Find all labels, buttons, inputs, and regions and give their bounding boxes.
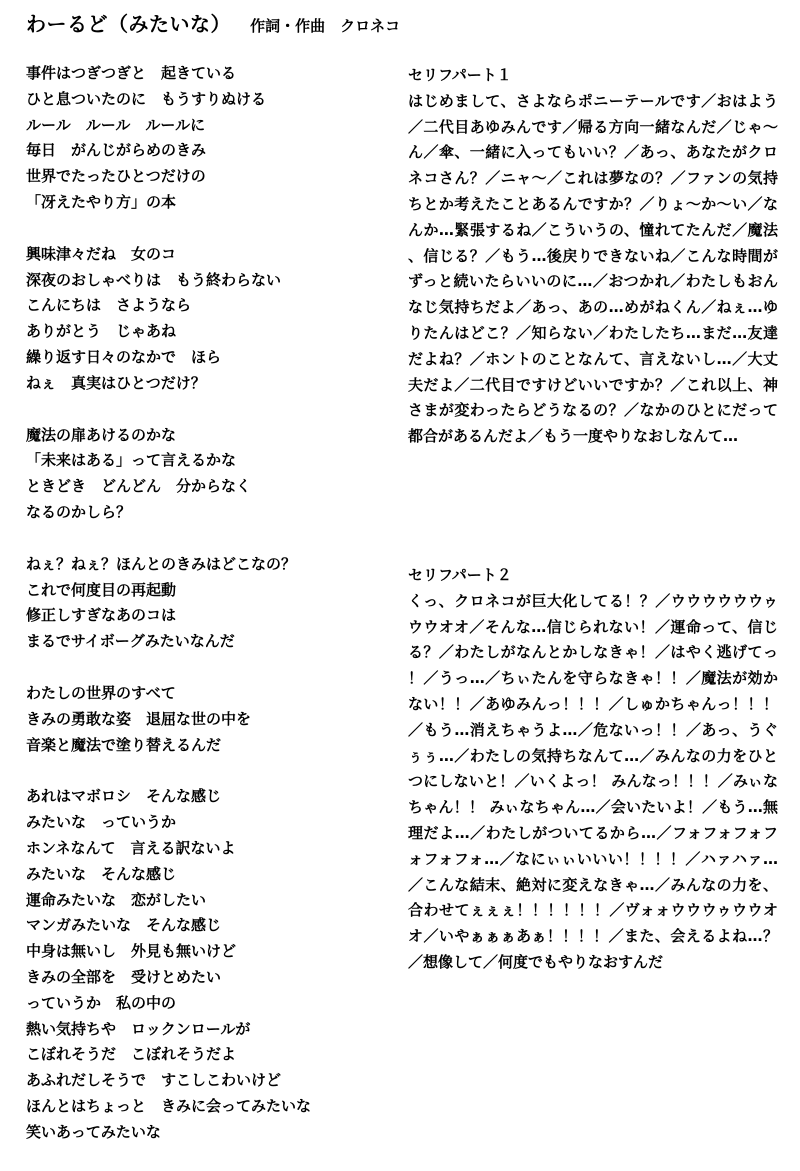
dialogue-part-2-text: くっ、クロネコが巨大化してる！？／ウウウウウウゥウウオオ／そんな…信じられない！／運命って、信じる？／わたしがなんとかしなきゃ！／はやく逃げてっ！／うっ…／ちぃたんを守らなきゃ！！／魔法が効かない！！／あゆみんっ！！！／しゅかちゃんっ！！！／もう…消えちゃうよ…／危ないっ！！／あっ、うぐぅぅ…／わたしの気持ちなんて…／みんなの力をひとつにしないと！／いくよっ！ みんなっ！！！／みぃなちゃん！！ みぃなちゃん…／会いたいよ！／もう…無理だよ…／わたしがついてるから…／フォフォフォフォフォフォ…／なにぃぃいいい！！！！／ハァハァ…／こんな結末、絶対に変えなきゃ…／みんなの力を、合わせてぇぇぇ！！！！！！／ヴォォウウウゥウウオオ／いやぁぁぁあぁ！！！！／また、会えるよね…？／想像して／何度でもやりなおすんだ xyxy=(408,591,778,971)
lyric-line: 修正しすぎなあのコは xyxy=(26,606,177,625)
lyric-line: っていうか 私の中の xyxy=(26,993,177,1012)
dialogue-part-2 xyxy=(408,563,778,976)
dialogue-part-1 xyxy=(408,63,778,450)
lyric-line: 熱い気持ちや ロックンロールが xyxy=(26,1019,251,1038)
lyric-line: ホンネなんて 言える訳ないよ xyxy=(26,838,236,857)
song-credit: 作詞・作曲 クロネコ xyxy=(250,17,401,35)
lyric-stanza xyxy=(26,784,366,1145)
lyric-stanza xyxy=(26,61,366,216)
lyric-line: ルール ルール ルールに xyxy=(26,115,206,134)
lyric-line: 「冴えたやり方」の本 xyxy=(26,192,177,211)
lyric-line: 中身は無いし 外見も無いけど xyxy=(26,942,237,961)
dialogue-part-1-heading: セリフパート１ xyxy=(408,66,512,84)
lyric-line: ねぇ 真実はひとつだけ？ xyxy=(26,373,206,392)
lyric-line: ときどき どんどん 分からなく xyxy=(26,477,252,496)
lyric-line: きみの勇敢な姿 退屈な世の中を xyxy=(26,709,252,728)
lyric-line: 魔法の扉あけるのかな xyxy=(26,425,177,444)
lyric-line: なるのかしら？ xyxy=(26,502,132,521)
lyric-line: 毎日 がんじがらめのきみ xyxy=(26,141,207,160)
lyric-line: わたしの世界のすべて xyxy=(26,683,176,702)
lyric-line: ありがとう じゃあね xyxy=(26,322,177,341)
lyric-line: あふれだしそうで すこしこわいけど xyxy=(26,1071,282,1090)
dialogue-part-1-text: はじめまして、さよならポニーテールです／おはよう／二代目あゆみんです／帰る方向一緒なんだ／じゃ～ん／傘、一緒に入ってもいい？／あっ、あなたがクロネコさん？／ニャ～／これは夢なの？／ファンの気持ちとか考えたことあるんですか？／りょ～か～い／なんか…緊張するね／こういうの、憧れてたんだ／魔法、信じる？／もう…後戻りできないね／こんな時間がずっと続いたらいいのに…／おつかれ／わたしもおんなじ気持ちだよ／あっ、あの…めがねくん／ねぇ…ゆりたんはどこ？／知らない／わたしたち…まだ…友達だよね？／ホントのことなんて、言えないし…／大丈夫だよ／二代目ですけどいいですか？／これ以上、神さまが変わったらどうなるの？／なかのひとにだって都合があるんだよ／もう一度やりなおしなんて… xyxy=(408,91,778,446)
lyric-line: きみの全部を 受けとめたい xyxy=(26,967,222,986)
dialogue-part-2-heading: セリフパート２ xyxy=(408,566,512,584)
lyric-line: 繰り返す日々のなかで ほら xyxy=(26,347,222,366)
lyric-line: ほんとはちょっと きみに会ってみたいな xyxy=(26,1096,312,1115)
lyric-line: マンガみたいな そんな感じ xyxy=(26,916,222,935)
lyric-line: みたいな っていうか xyxy=(26,813,177,832)
lyric-line: こんにちは さようなら xyxy=(26,296,192,315)
lyric-line: ねぇ？ねぇ？ほんとのきみはどこなの？ xyxy=(26,554,297,573)
lyric-line: まるでサイボーグみたいなんだ xyxy=(26,632,235,651)
lyric-line: 事件はつぎつぎと 起きている xyxy=(26,64,237,82)
lyric-line: 音楽と魔法で塗り替えるんだ xyxy=(26,735,222,754)
lyrics-column xyxy=(26,61,366,1171)
lyric-line: ひと息ついたのに もうすりぬける xyxy=(26,89,267,108)
lyric-stanza xyxy=(26,681,366,758)
lyric-stanza xyxy=(26,423,366,526)
lyric-line: こぼれそうだ こぼれそうだよ xyxy=(26,1045,237,1064)
lyric-line: 深夜のおしゃべりは もう終わらない xyxy=(26,270,282,289)
lyric-line: これで何度目の再起動 xyxy=(26,580,177,599)
lyric-stanza xyxy=(26,552,366,655)
title-row xyxy=(26,8,400,37)
lyric-line: あれはマボロシ そんな感じ xyxy=(26,787,222,806)
lyric-line: 世界でたったひとつだけの xyxy=(26,167,206,186)
lyric-stanza xyxy=(26,242,366,397)
lyric-line: 「未来はある」って言えるかな xyxy=(26,451,237,470)
lyric-line: 笑いあってみたいな xyxy=(26,1122,161,1141)
song-title: わーるど（みたいな） xyxy=(26,12,231,36)
lyric-line: 興味津々だね 女のコ xyxy=(26,244,177,263)
lyric-line: みたいな そんな感じ xyxy=(26,864,177,883)
lyric-line: 運命みたいな 恋がしたい xyxy=(26,890,207,909)
